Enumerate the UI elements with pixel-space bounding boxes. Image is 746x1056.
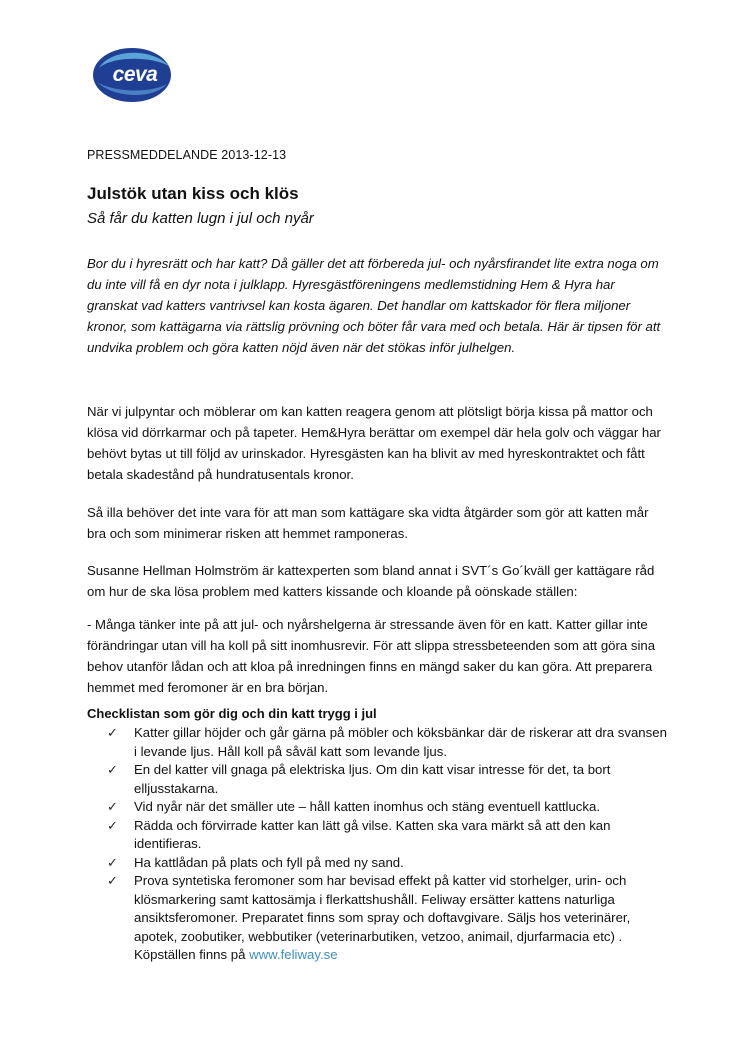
page-title: Julstök utan kiss och klös <box>87 184 299 203</box>
body-paragraph: Susanne Hellman Holmström är kattexperten som bland annat i SVT´s Go´kväll ger kattägare råd om hur de ska lösa problem med katters kissande och kloande på oönskade ställen: <box>87 563 655 599</box>
checklist-item <box>107 724 667 761</box>
checkmark-icon: ✓ <box>107 725 118 740</box>
checklist-item-text: Ha kattlådan på plats och fyll på med ny sand. <box>134 854 404 870</box>
body-paragraph: Så illa behöver det inte vara för att man som kattägare ska vidta åtgärder som gör att katten mår bra och som minimerar risken att hemmet ramponeras. <box>87 505 649 541</box>
checklist-item <box>107 798 667 817</box>
checklist-item-text: Katter gillar höjder och går gärna på möbler och köksbänkar där de riskerar att dra svansen i levande ljus. Håll koll på såväl katt som levande ljus. <box>134 725 667 759</box>
checklist-heading: Checklistan som gör dig och din katt trygg i jul <box>87 706 377 721</box>
checkmark-icon: ✓ <box>107 817 118 833</box>
logo-wordmark: ceva <box>112 63 158 86</box>
checkmark-icon: ✓ <box>107 762 118 777</box>
checklist <box>107 724 667 965</box>
checklist-item-text: Prova syntetiska feromoner som har bevisad effekt på katter vid storhelger, urin- och klösmarkering samt kattosämja i flerkattshushåll. Feliway ersätter kattens naturliga ansiktsferomoner. Preparatet finns som spray och doftavgivare. Säljs hos veterinärer, apotek, zoobutiker, webbutiker (veterinarbutiken, vetzoo, animail, djurfarmacia etc) . Köpställen finns på <box>134 873 631 962</box>
checklist-item-text: En del katter vill gnaga på elektriska ljus. Om din katt visar intresse för det, ta bort elljusstakarna. <box>134 762 611 796</box>
checklist-item <box>107 761 667 798</box>
checkmark-icon: ✓ <box>107 799 118 814</box>
checklist-item-text: Vid nyår när det smäller ute – håll katten inomhus och stäng eventuell kattlucka. <box>134 799 600 814</box>
checkmark-icon: ✓ <box>107 854 118 870</box>
feliway-link[interactable]: www.feliway.se <box>249 947 338 962</box>
ceva-logo <box>91 46 173 104</box>
body-paragraph: När vi julpyntar och möblerar om kan katten reagera genom att plötsligt börja kissa på mattor och klösa vid dörrkarmar och på tapeter. Hem&Hyra berättar om exempel där hela golv och väggar har behövt bytas ut till följd av urinskador. Hyresgästen kan ha blivit av med hyreskontraktet och fått betala skadestånd på hundratusentals kronor. <box>87 404 661 482</box>
checklist-item <box>107 854 667 873</box>
checkmark-icon: ✓ <box>107 873 118 888</box>
quote-paragraph: - Många tänker inte på att jul- och nyårshelgerna är stressande även för en katt. Katter gillar inte förändringar utan vill ha koll på sitt inomhusrevir. För att slippa stressbeteenden som att göra sina behov utanför lådan och att kloa på inredningen finns en mängd saker du kan göra. Att preparera hemmet med feromoner är en bra början. <box>87 617 656 695</box>
checklist-item-text: Rädda och förvirrade katter kan lätt gå vilse. Katten ska vara märkt så att den kan identifieras. <box>134 817 611 851</box>
checklist-item <box>107 817 667 854</box>
page-subtitle: Så får du katten lugn i jul och nyår <box>87 210 314 227</box>
ingress-paragraph: Bor du i hyresrätt och har katt? Då gäller det att förbereda jul- och nyårsfirandet lite extra noga om du inte vill få en dyr nota i julklapp. Hyresgästföreningens medlemstidning Hem & Hyra har granskat vad katters vantrivsel kan kosta ägaren. Det handlar om kattskador för flera miljoner kronor, som kattägarna via rättslig prövning och böter får vara med och betala. Här är tipsen för att undvika problem och göra katten nöjd även när det stökas inför julhelgen. <box>87 256 661 355</box>
checklist-item <box>107 872 667 965</box>
dateline: PRESSMEDDELANDE 2013-12-13 <box>87 148 287 162</box>
